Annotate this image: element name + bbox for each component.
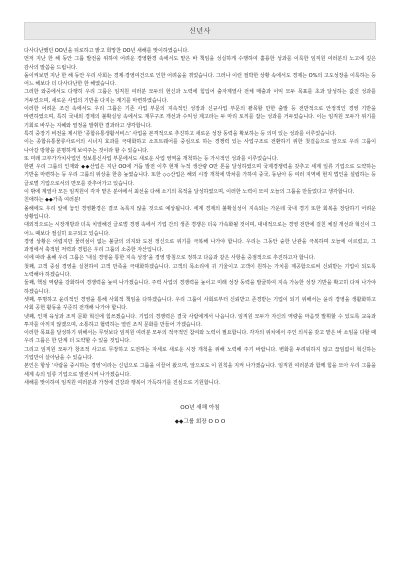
- document-title: 신년사: [189, 27, 211, 35]
- signature-signer: ◆◆그룹 회장 O O O: [174, 419, 226, 426]
- signature-date: OO년 새해 아침: [180, 405, 220, 412]
- paragraph: 본인은 항상 ‘사람을 중시하는 경영’이라는 신념으로 그룹을 이끌어 왔으며, 앞으로도 이 원칙을 지켜 나가겠습니다. 임직원 여러분과 함께 힘을 모아 우리 그룹을 세계 속의 일류 기업으로 발전시켜 나가겠습니다.: [24, 363, 376, 378]
- paragraph: 올해에도 우리 앞에 놓인 경영환경은 결코 녹록지 않을 것으로 예상됩니다. 세계 경제의 불확실성이 지속되는 가운데 국내 경기 또한 회복을 장담하기 어려운 상황입니다.: [24, 205, 376, 220]
- paragraph: 친애하는 ◆◆가족 여러분!: [24, 197, 81, 204]
- paragraph: 넷째, 인재 육성과 조직 문화 혁신에 힘쓰겠습니다. 기업의 경쟁력은 결국 사람에게서 나옵니다. 임직원 모두가 자신의 역량을 마음껏 발휘할 수 있도록 교육과 투자를 아끼지 않겠으며, 소통하고 협력하는 열린 조직 문화를 만들어 가겠습니다.: [24, 313, 376, 328]
- paragraph: 이는 종합유통물류사로서의 시너지 효과를 극대화하고 소프트웨어를 중심으로 하는 경쟁력 있는 사업구조로 전환하기 위한 첫걸음으로 앞으로 우리 그룹이 나아갈 방향을 분명하게 보여주는 것이라 할 수 있습니다.: [24, 139, 376, 154]
- paragraph: 또 미래 고부가가치사업인 정보통신사업 부문에서도 새로운 사업 영역을 개척하는 등 가시적인 성과를 이루었습니다.: [24, 155, 279, 162]
- paragraph: 이러한 목표를 달성하기 위해서는 무엇보다 임직원 여러분 모두의 적극적인 참여와 노력이 필요합니다. 각자의 위치에서 주인 의식을 갖고 맡은 바 소임을 다할 때 우리 그룹은 한 단계 더 도약할 수 있을 것입니다.: [24, 330, 376, 345]
- paragraph: 첫째, 고객 중심 경영을 실천하여 고객 만족을 극대화하겠습니다. 고객의 목소리에 귀 기울이고 고객이 원하는 가치를 제공함으로써 신뢰받는 기업이 되도록 노력해야 하겠습니다.: [24, 263, 376, 279]
- paragraph: 먼저 지난 한 해 동안 그룹 발전을 위하여 어려운 경영환경 속에서도 맡은 바 책임을 성실하게 수행하여 훌륭한 성과를 이룩한 임직원 여러분의 노고에 깊은 감사의 말씀을 드립니다.: [24, 56, 376, 71]
- paragraph: 새해를 맞이하여 임직원 여러분과 가정에 건강과 행복이 가득하기를 진심으로 기원합니다.: [24, 379, 220, 386]
- paragraph: 경영 상황은 어렵지만 물러섬이 없는 불굴의 의지와 도전 정신으로 위기를 극복해 나가야 합니다. 우리는 그동안 숱한 난관을 극복하며 오늘에 이르렀고, 그 과정에서 축적된 저력과 경험은 우리 그룹의 소중한 자산입니다.: [24, 238, 376, 254]
- paragraph: 셋째, 투명하고 윤리적인 경영을 통해 사회적 책임을 다하겠습니다. 우리 그룹이 사회로부터 신뢰받고 존경받는 기업이 되기 위해서는 윤리 경영을 생활화하고 사회 공헌 활동을 꾸준히 전개해 나가야 합니다.: [24, 296, 376, 312]
- paragraph: 특히 중장기 비전을 제시한 ‘종합유통생활서비스’ 사업을 본격적으로 추진하고 새로운 성장 동력을 확보하는 등 의미 있는 성과를 이루었습니다.: [24, 130, 337, 137]
- paragraph: 그리고 임직원 모두가 창조적 사고로 무장하고 도전하는 자세로 새로운 시장 개척을 위해 노력해 주기 바랍니다. 변화를 두려워하지 않고 끊임없이 혁신하는 기업만이 살아남을 수 있습니다.: [24, 346, 376, 361]
- signature-block: [24, 401, 376, 429]
- paragraph: 대외적으로는 시장개방과 더욱 치열해진 글로벌 경쟁 속에서 기업 간의 생존 경쟁은 더욱 가속화될 것이며, 대내적으로는 경영 전반에 걸친 체질 개선과 혁신이 그 어느 때보다 절실히 요구되고 있습니다.: [24, 222, 376, 237]
- paragraph: 둘째, 핵심 역량을 강화하여 경쟁력을 높여 나가겠습니다. 주력 사업의 경쟁력을 높이고 미래 성장 동력을 발굴하여 지속 가능한 성장 기반을 확고히 다져 나가야 하겠습니다.: [24, 280, 376, 295]
- paragraph: 이러한 어려운 조건 속에서도 우리 그룹은 기존 사업 부문의 지속적인 성장과 신규사업 부문의 괄목할 만한 출발 등 전반적으로 안정적인 경영 기반을 마련하였으며, 특히 국내외 경제의 불확실성 속에서도 재무구조 개선과 수익성 제고라는 두 마리 토끼를 잡는 성과를 거두었습니다. 이는 임직원 모두가 위기를 기회로 바꾸는 지혜와 열정을 발휘한 결과라고 생각합니다.: [24, 106, 376, 129]
- paragraph: 다사다난했던 OO년을 뒤로하고 밝고 희망찬 OO년 새해를 맞이하였습니다.: [24, 48, 189, 54]
- paragraph: 한편 우리 그룹의 인재와 ◆◆산업은 지난 OO에 거듭 발전 이후 현재 누적 생산량 O만 톤을 달성하였으며 국제경쟁력을 갖추고 세계 일류 기업으로 도약하는 기반을 마련하는 등 우리 그룹의 위상을 한층 높였습니다. 또한 ◇◇산업은 해외 시장 개척에 박차를 가하여 중국, 동남아 등 여러 지역에 현지 법인을 설립하는 등 글로벌 기업으로서의 면모를 갖추어가고 있습니다.: [24, 164, 376, 187]
- document-body: [24, 47, 376, 387]
- document-title-bar: [24, 22, 376, 40]
- paragraph: 그러한 와중에서도 다행히 우리 그룹은 임직원 여러분 모두의 헌신과 노력에 힘입어 출자계열사 전체 매출과 이익 모두 목표를 초과 달성하는 값진 성과를 거두었으며, 새로운 사업의 기반을 다지는 계기를 마련하였습니다.: [24, 89, 376, 104]
- paragraph: 이 밖에 계열사 모든 임직원이 각자 맡은 분야에서 최선을 다해 소기의 목적을 달성하였으며, 이러한 노력이 모여 오늘의 그룹을 만들었다고 생각합니다.: [24, 189, 355, 196]
- paragraph: 돌이켜보면 지난 한 해 동안 우리 사회는 경제·경영여건으로 인한 어려움을 겪었습니다. 그러나 이런 절박한 상황 속에서도 경제는 O%의 고도성장을 이룩하는 등 어느 해보다 더 다사다난한 한 해였습니다.: [24, 72, 376, 88]
- paragraph: 이에 따라 올해 우리 그룹은 ‘내실 경영을 통한 지속 성장’을 경영 방침으로 정하고 다음과 같은 사항을 중점적으로 추진하고자 합니다.: [24, 255, 316, 262]
